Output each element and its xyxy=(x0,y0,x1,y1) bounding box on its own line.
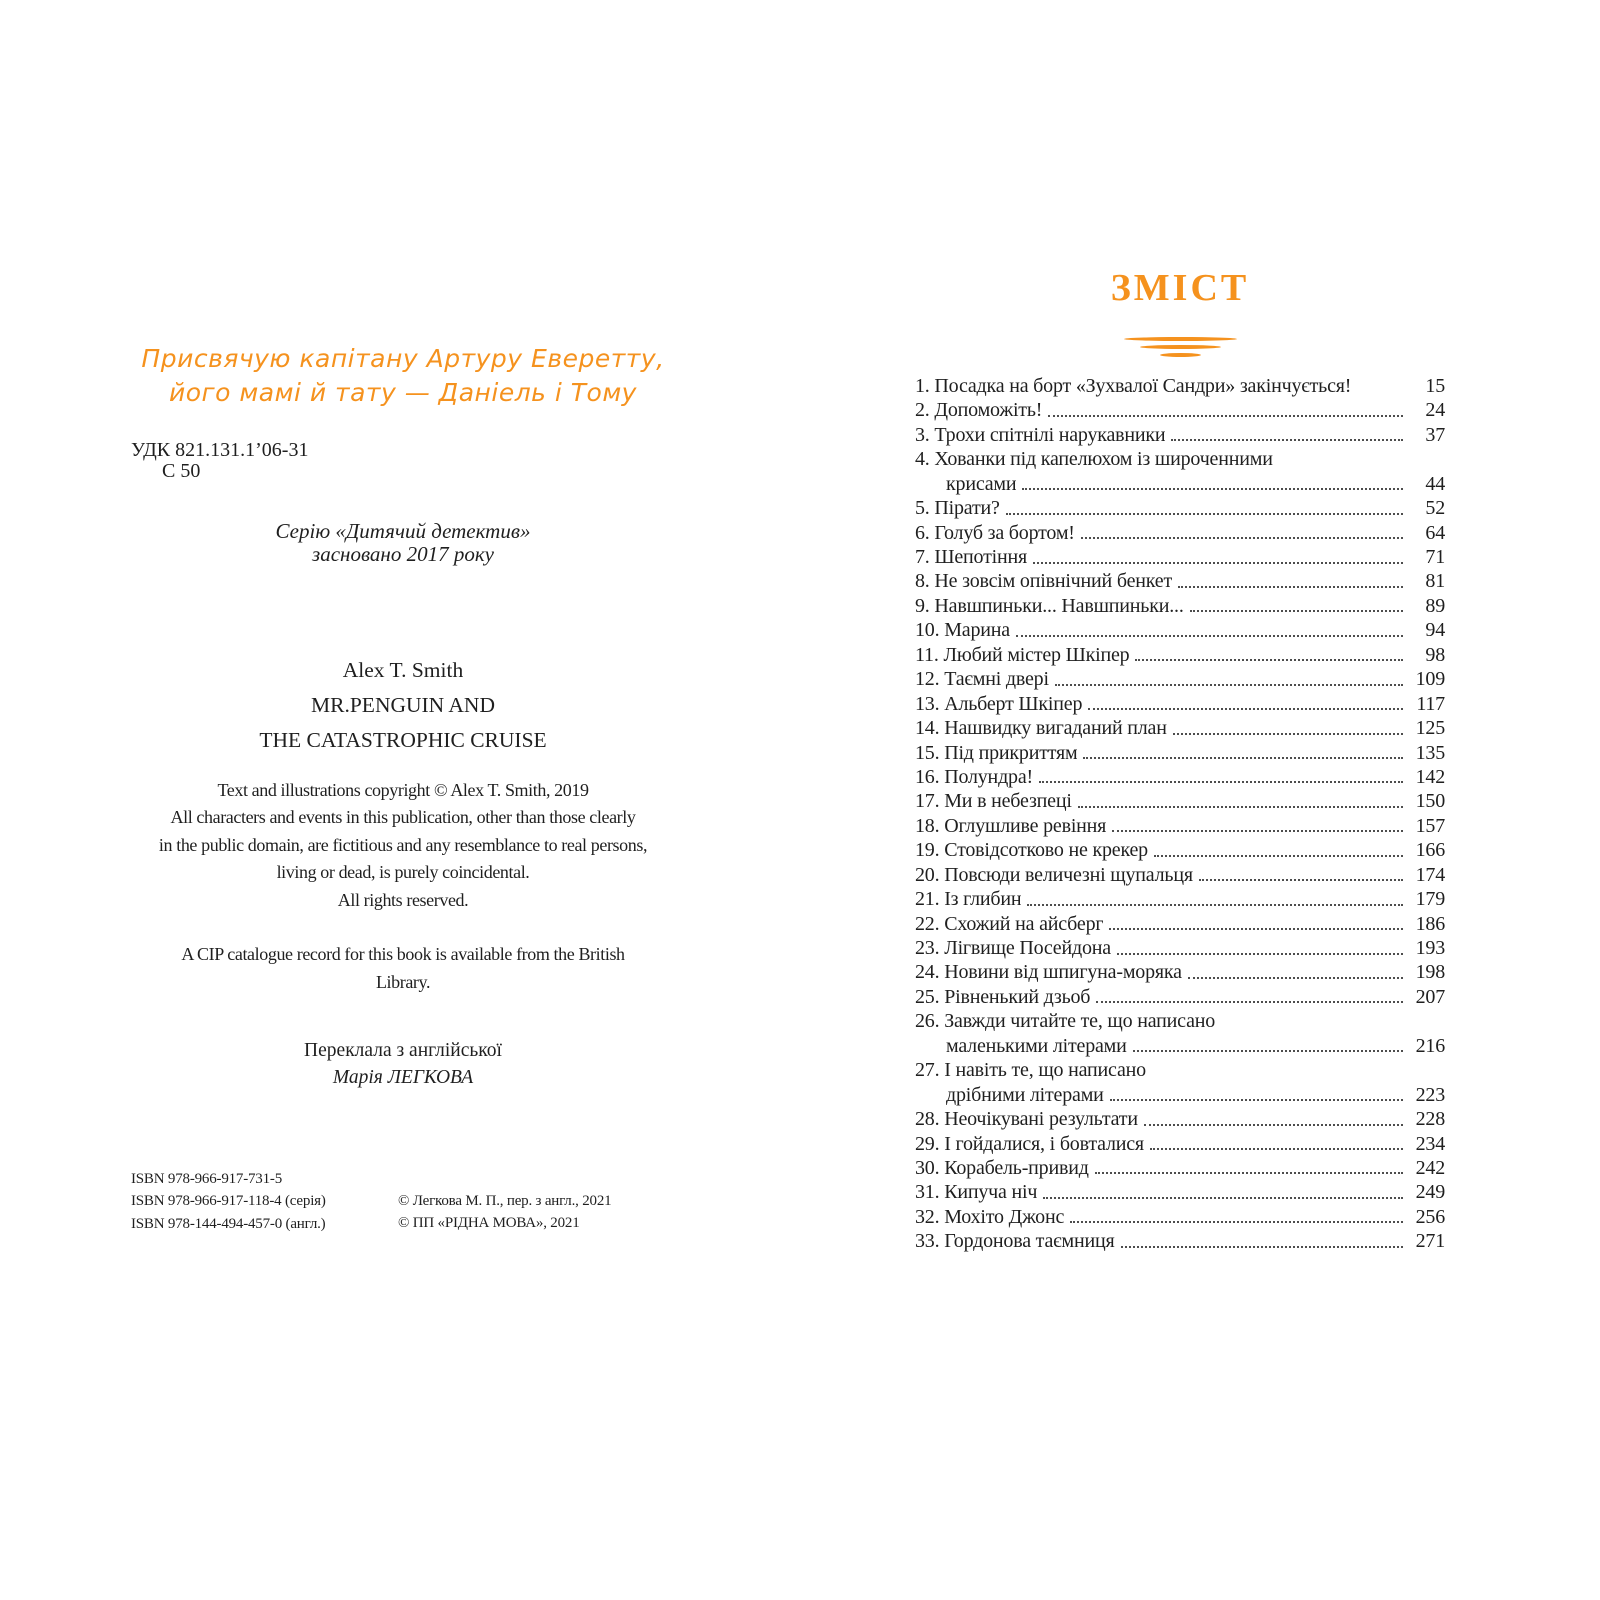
udk-block xyxy=(131,440,308,482)
toc-entry-title: 25. Рівненький дзьоб xyxy=(915,985,1091,1008)
toc-entry-page: 89 xyxy=(1425,594,1445,617)
toc-entry-title: 22. Схожий на айсберг xyxy=(915,912,1104,935)
toc-dot-leader xyxy=(1081,537,1403,539)
contents-title: ЗМІСТ xyxy=(1110,267,1250,309)
translator-credit xyxy=(110,1038,696,1091)
toc-entry-title: 12. Таємні двері xyxy=(915,668,1049,691)
toc-entry-row xyxy=(915,692,1445,716)
toc-dot-leader xyxy=(1144,1124,1403,1126)
toc-dot-leader xyxy=(1199,879,1403,881)
toc-dot-leader xyxy=(1188,977,1403,979)
toc-entry-row xyxy=(915,1205,1445,1229)
isbn-list xyxy=(131,1168,326,1235)
toc-entry-row xyxy=(915,765,1445,789)
toc-dot-leader xyxy=(1048,415,1403,417)
toc-entry-page: 37 xyxy=(1425,423,1445,446)
toc-entry-title: 7. Шепотіння xyxy=(915,546,1027,569)
toc-dot-leader xyxy=(1022,488,1403,490)
toc-entry-title: маленькими літерами xyxy=(946,1034,1127,1057)
toc-entry-row xyxy=(915,618,1445,642)
toc-entry-page: 135 xyxy=(1415,741,1445,764)
isbn-line: ISBN 978-966-917-731-5 xyxy=(131,1171,283,1187)
toc-entry-row xyxy=(915,423,1445,447)
swoosh-stroke-short xyxy=(1160,353,1201,357)
cip-line: Library. xyxy=(375,972,431,992)
toc-entry-title: 21. Із глибин xyxy=(915,888,1022,911)
toc-list xyxy=(915,374,1445,1254)
toc-dot-leader xyxy=(1027,904,1403,906)
toc-entry-row xyxy=(915,936,1445,960)
toc-dot-leader xyxy=(1121,1246,1404,1248)
toc-entry-title: 19. Стовідсотково не крекер xyxy=(915,839,1148,862)
toc-entry-row xyxy=(915,1009,1445,1033)
toc-entry-row xyxy=(915,741,1445,765)
toc-dot-leader xyxy=(1043,1197,1403,1199)
toc-dot-leader xyxy=(1178,586,1403,588)
toc-dot-leader xyxy=(1135,659,1403,661)
toc-entry-page: 193 xyxy=(1415,937,1445,960)
toc-dot-leader xyxy=(1110,1099,1403,1101)
toc-entry-title: 18. Оглушливе ревіння xyxy=(915,814,1107,837)
toc-entry-title: 29. І гойдалися, і бовталися xyxy=(915,1132,1144,1155)
series-note xyxy=(110,520,696,565)
toc-entry-title: 31. Кипуча ніч xyxy=(915,1181,1038,1204)
toc-entry-row xyxy=(915,1229,1445,1253)
copyright-line: in the public domain, are fictitious and any resemblance to real persons, xyxy=(158,834,648,855)
toc-entry-row xyxy=(915,374,1445,398)
toc-entry-page: 157 xyxy=(1415,814,1445,837)
dedication xyxy=(110,342,696,410)
toc-entry-row xyxy=(915,667,1445,691)
toc-entry-row xyxy=(915,1156,1445,1180)
toc-entry-row xyxy=(915,594,1445,618)
udk-author-code: С 50 xyxy=(162,460,201,482)
toc-dot-leader xyxy=(1173,733,1403,735)
toc-entry-page: 242 xyxy=(1415,1156,1445,1179)
toc-entry-row xyxy=(915,887,1445,911)
toc-entry-title: 23. Лігвище Посейдона xyxy=(915,937,1111,960)
cip-note xyxy=(110,940,696,996)
isbn-line: ISBN 978-144-494-457-0 (англ.) xyxy=(131,1215,326,1232)
toc-entry-row xyxy=(915,570,1445,594)
toc-entry-page: 52 xyxy=(1425,497,1445,520)
toc-entry-title: 32. Мохіто Джонс xyxy=(915,1205,1065,1228)
toc-entry-page: 150 xyxy=(1415,790,1445,813)
translator-label: Переклала з англійської xyxy=(304,1040,502,1061)
toc-entry-page: 64 xyxy=(1425,521,1445,544)
copyright-notice xyxy=(110,777,696,914)
copyright-line: All rights reserved. xyxy=(337,889,469,910)
toc-entry-row xyxy=(915,1058,1445,1082)
toc-entry-page: 117 xyxy=(1416,692,1445,715)
toc-dot-leader xyxy=(1117,953,1403,955)
toc-entry-row xyxy=(915,398,1445,422)
toc-entry-row xyxy=(915,789,1445,813)
toc-entry-row xyxy=(915,1107,1445,1131)
toc-entry-row xyxy=(915,643,1445,667)
copyright-line: Text and illustrations copyright © Alex T. Smith, 2019 xyxy=(217,780,589,800)
toc-entry-title: 30. Корабель-привид xyxy=(915,1156,1089,1179)
contents-page xyxy=(915,0,1445,1600)
toc-entry-row xyxy=(915,716,1445,740)
toc-entry-title: 26. Завжди читайте те, що написано xyxy=(915,1010,1216,1033)
toc-entry-title: 11. Любий містер Шкіпер xyxy=(915,643,1130,666)
toc-dot-leader xyxy=(1033,562,1403,564)
toc-dot-leader xyxy=(1154,855,1403,857)
toc-entry-page: 166 xyxy=(1415,839,1445,862)
toc-entry-title: 1. Посадка на борт «Зухвалої Сандри» закінчується! xyxy=(915,374,1352,397)
toc-entry-page: 271 xyxy=(1415,1230,1445,1253)
toc-entry-title: 15. Під прикриттям xyxy=(915,741,1078,764)
toc-entry-title: 28. Неочікувані результати xyxy=(915,1108,1138,1131)
toc-entry-page: 198 xyxy=(1415,961,1445,984)
toc-entry-title: 10. Марина xyxy=(915,619,1010,642)
toc-entry-title: крисами xyxy=(946,472,1017,495)
toc-entry-page: 71 xyxy=(1425,546,1445,569)
toc-entry-page: 207 xyxy=(1415,985,1445,1008)
toc-entry-row xyxy=(915,447,1445,471)
toc-entry-page: 249 xyxy=(1415,1181,1445,1204)
copyright-line: All characters and events in this publication, other than those clearly xyxy=(170,807,636,828)
toc-entry-row xyxy=(915,472,1445,496)
series-note-line-2: засновано 2017 року xyxy=(312,541,494,566)
toc-entry-title: 17. Ми в небезпеці xyxy=(915,790,1072,813)
toc-entry-title: 9. Навшпиньки... Навшпиньки... xyxy=(915,594,1184,617)
toc-entry-page: 81 xyxy=(1425,570,1445,593)
copyright-owners xyxy=(398,1190,611,1235)
toc-dot-leader xyxy=(1039,781,1403,783)
copyright-line: living or dead, is purely coincidental. xyxy=(276,862,530,883)
toc-entry-title: 20. Повсюди величезні щупальця xyxy=(915,863,1193,886)
translator-name: Марія ЛЕГКОВА xyxy=(332,1066,474,1088)
toc-dot-leader xyxy=(1171,439,1403,441)
toc-entry-page: 24 xyxy=(1425,399,1445,422)
toc-dot-leader xyxy=(1088,708,1403,710)
toc-entry-row xyxy=(915,814,1445,838)
toc-entry-page: 256 xyxy=(1415,1205,1445,1228)
toc-entry-page: 216 xyxy=(1415,1034,1445,1057)
toc-entry-title: 16. Полундра! xyxy=(915,765,1033,788)
swoosh-stroke-medium xyxy=(1140,345,1221,349)
toc-entry-title: 2. Допоможіть! xyxy=(915,399,1043,422)
swoosh-ornament-icon xyxy=(915,337,1445,357)
original-author: Alex T. Smith xyxy=(342,658,464,682)
toc-entry-row xyxy=(915,545,1445,569)
toc-entry-page: 15 xyxy=(1425,374,1445,397)
copyright-owner-line: © ПП «РІДНА МОВА», 2021 xyxy=(398,1215,580,1232)
udk-number: УДК 821.131.1’06-31 xyxy=(131,439,309,461)
toc-entry-page: 98 xyxy=(1425,643,1445,666)
toc-entry-row xyxy=(915,912,1445,936)
toc-entry-row xyxy=(915,1083,1445,1107)
dedication-line-1: Присвячую капітану Артуру Еверетту, xyxy=(141,344,665,373)
toc-entry-page: 109 xyxy=(1415,668,1445,691)
toc-entry-row xyxy=(915,521,1445,545)
copyright-owner-line: © Легкова М. П., пер. з англ., 2021 xyxy=(398,1193,612,1209)
toc-entry-row xyxy=(915,496,1445,520)
toc-dot-leader xyxy=(1109,928,1403,930)
toc-entry-page: 44 xyxy=(1425,472,1445,495)
original-title-block xyxy=(110,653,696,758)
toc-entry-title: 24. Новини від шпигуна-моряка xyxy=(915,961,1182,984)
toc-entry-row xyxy=(915,985,1445,1009)
toc-entry-page: 228 xyxy=(1415,1108,1445,1131)
dedication-line-2: його мамі й тату — Даніель і Тому xyxy=(169,378,637,407)
toc-dot-leader xyxy=(1078,806,1403,808)
toc-entry-page: 142 xyxy=(1415,765,1445,788)
toc-entry-title: 13. Альберт Шкіпер xyxy=(915,692,1083,715)
toc-entry-page: 94 xyxy=(1425,619,1445,642)
cip-line: A CIP catalogue record for this book is available from the British xyxy=(181,944,625,964)
toc-dot-leader xyxy=(1112,830,1403,832)
toc-dot-leader xyxy=(1006,513,1403,515)
toc-entry-row xyxy=(915,1132,1445,1156)
toc-entry-title: 4. Хованки під капелюхом із широченними xyxy=(915,448,1273,471)
toc-dot-leader xyxy=(1096,1001,1403,1003)
original-title-line-2: THE CATASTROPHIC CRUISE xyxy=(259,728,547,752)
series-note-line-1: Серію «Дитячий детектив» xyxy=(275,519,531,543)
toc-dot-leader xyxy=(1133,1050,1403,1052)
toc-dot-leader xyxy=(1016,635,1403,637)
isbn-line: ISBN 978-966-917-118-4 (серія) xyxy=(131,1193,326,1210)
toc-entry-title: дрібними літерами xyxy=(946,1083,1104,1106)
toc-entry-row xyxy=(915,1180,1445,1204)
toc-dot-leader xyxy=(1095,1172,1403,1174)
toc-dot-leader xyxy=(1150,1148,1403,1150)
original-title-line-1: MR.PENGUIN AND xyxy=(311,693,495,717)
toc-entry-page: 223 xyxy=(1415,1083,1445,1106)
toc-entry-title: 8. Не зовсім опівнічний бенкет xyxy=(915,570,1172,593)
toc-entry-title: 27. І навіть те, що написано xyxy=(915,1059,1146,1082)
toc-entry-row xyxy=(915,838,1445,862)
toc-entry-page: 174 xyxy=(1415,863,1445,886)
toc-dot-leader xyxy=(1055,684,1403,686)
swoosh-stroke-long xyxy=(1124,337,1237,341)
toc-entry-title: 5. Пірати? xyxy=(915,497,1000,520)
toc-entry-title: 14. Нашвидку вигаданий план xyxy=(915,717,1167,740)
toc-entry-page: 186 xyxy=(1415,912,1445,935)
toc-entry-row xyxy=(915,1034,1445,1058)
toc-entry-title: 33. Гордонова таємниця xyxy=(915,1230,1115,1253)
toc-entry-row xyxy=(915,961,1445,985)
toc-entry-page: 179 xyxy=(1415,888,1445,911)
toc-entry-title: 3. Трохи спітнілі нарукавники xyxy=(915,423,1166,446)
toc-entry-row xyxy=(915,863,1445,887)
toc-dot-leader xyxy=(1070,1221,1403,1223)
toc-entry-title: 6. Голуб за бортом! xyxy=(915,521,1075,544)
toc-entry-page: 125 xyxy=(1415,717,1445,740)
toc-entry-page: 234 xyxy=(1415,1132,1445,1155)
toc-dot-leader xyxy=(1190,610,1403,612)
imprint-page xyxy=(110,0,696,1600)
toc-dot-leader xyxy=(1083,757,1403,759)
